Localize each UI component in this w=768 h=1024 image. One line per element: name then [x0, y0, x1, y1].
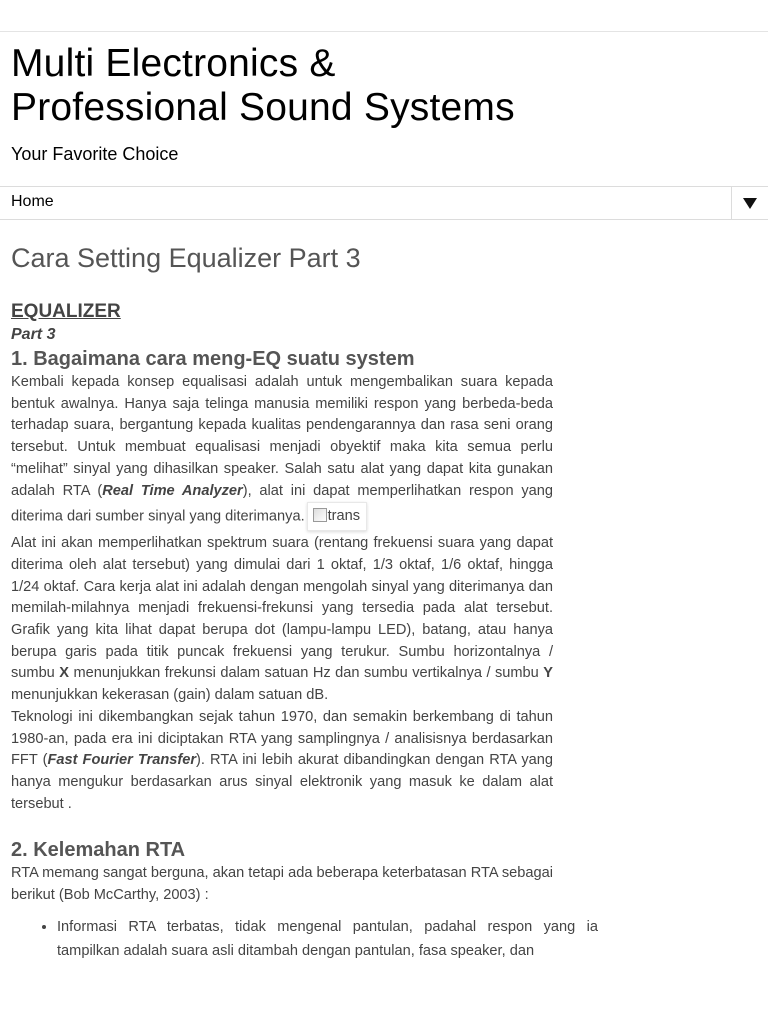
site-title-line1[interactable]: Multi Electronics &	[11, 42, 336, 85]
section-heading-2: 2. Kelemahan RTA	[11, 839, 186, 862]
site-title-line2[interactable]: Professional Sound Systems	[11, 86, 515, 129]
paragraph-2	[11, 533, 553, 707]
site-title[interactable]	[11, 42, 757, 130]
broken-image	[307, 502, 367, 531]
limitations-list	[11, 915, 598, 963]
list-item: • Informasi RTA terbatas, tidak mengenal pantulan, padahal respon yang ia tampilkan adalah suara asli ditambah dengan pantulan, fasa speaker, dan	[57, 915, 598, 963]
triangle-down-icon	[743, 198, 757, 209]
paragraph-1-text-a: Kembali kepada konsep equalisasi adalah untuk mengembalikan suara kepada bentuk awalnya. Hanya saja telinga manusia memiliki respon yang berbeda-beda terhadap suara, bergantung kepada kualitas pendengarannya dan rasa seni orang tersebut. Untuk membuat equalisasi menjadi obyektif maka kita semua perlu “melihat” sinyal yang dihasilkan speaker. Salah satu alat yang dapat kita gunakan adalah RTA (	[11, 374, 553, 499]
top-bar	[0, 0, 768, 32]
nav-home-link[interactable]: Home	[11, 193, 54, 210]
paragraph-1	[11, 372, 553, 531]
post-body	[11, 300, 598, 963]
paragraph-3-fft: Fast Fourier Transfer	[47, 752, 197, 769]
post-title: Cara Setting Equalizer Part 3	[11, 243, 361, 273]
broken-image-alt: trans	[327, 508, 361, 525]
paragraph-3-text-a: Teknologi ini dikembangkan sejak tahun 1970, dan semakin berkembang di tahun 1980-an, pada era ini diciptakan RTA yang samplingnya / analisisnya berdasarkan FFT (	[11, 708, 553, 769]
paragraph-2-text-b: menunjukkan frekunsi dalam satuan Hz dan sumbu vertikalnya / sumbu	[69, 665, 544, 682]
paragraph-1-text-b: ), alat ini dapat memperlihatkan respon yang diterima dari sumber sinyal yang diterimanya.	[11, 482, 554, 525]
nav-toggle-button[interactable]	[731, 186, 768, 220]
paragraph-3	[11, 707, 553, 816]
section-heading-1: 1. Bagaimana cara meng-EQ suatu system	[11, 348, 415, 370]
paragraph-2-text-c: menunjukkan kekerasan (gain) dalam satuan dB.	[11, 687, 329, 704]
paragraph-3-text-b: ). RTA ini lebih akurat dibandingkan dengan RTA yang hanya mengukur berdasarkan arus sinyal elektronik yang masuk ke dalam alat tersebut .	[11, 752, 553, 812]
spacer	[11, 815, 553, 837]
paragraph-2-text-a: Alat ini akan memperlihatkan spektrum suara (rentang frekuensi suara yang dapat diterima oleh alat tersebut) yang dimulai dari 1 oktaf, 1/3 oktaf, 1/6 oktaf, hingga 1/24 oktaf. Cara kerja alat ini adalah dengan mengolah sinyal yang diterimanya dan memilah-milahnya menjadi frekuensi-frekunsi yang tersedia pada alat tersebut. Grafik yang kita lihat dapat berupa dot (lampu-lampu LED), batang, atau hanya berupa garis pada titik puncak frekuensi yang terukur. Sumbu horizontalnya / sumbu	[11, 535, 553, 682]
paragraph-2-y: Y	[543, 665, 553, 682]
post-heading: EQUALIZER	[11, 301, 121, 322]
paragraph-4: RTA memang sangat berguna, akan tetapi ada beberapa keterbatasan RTA sebagai berikut (Bob McCarthy, 2003) :	[11, 865, 553, 904]
site-header	[0, 32, 768, 177]
broken-image-icon	[313, 508, 327, 522]
paragraph-2-x: X	[59, 665, 70, 682]
main-nav	[0, 186, 768, 220]
site-description: Your Favorite Choice	[11, 144, 179, 164]
paragraph-1-rta: Real Time Analyzer	[102, 482, 243, 499]
post-part: Part 3	[11, 326, 56, 343]
